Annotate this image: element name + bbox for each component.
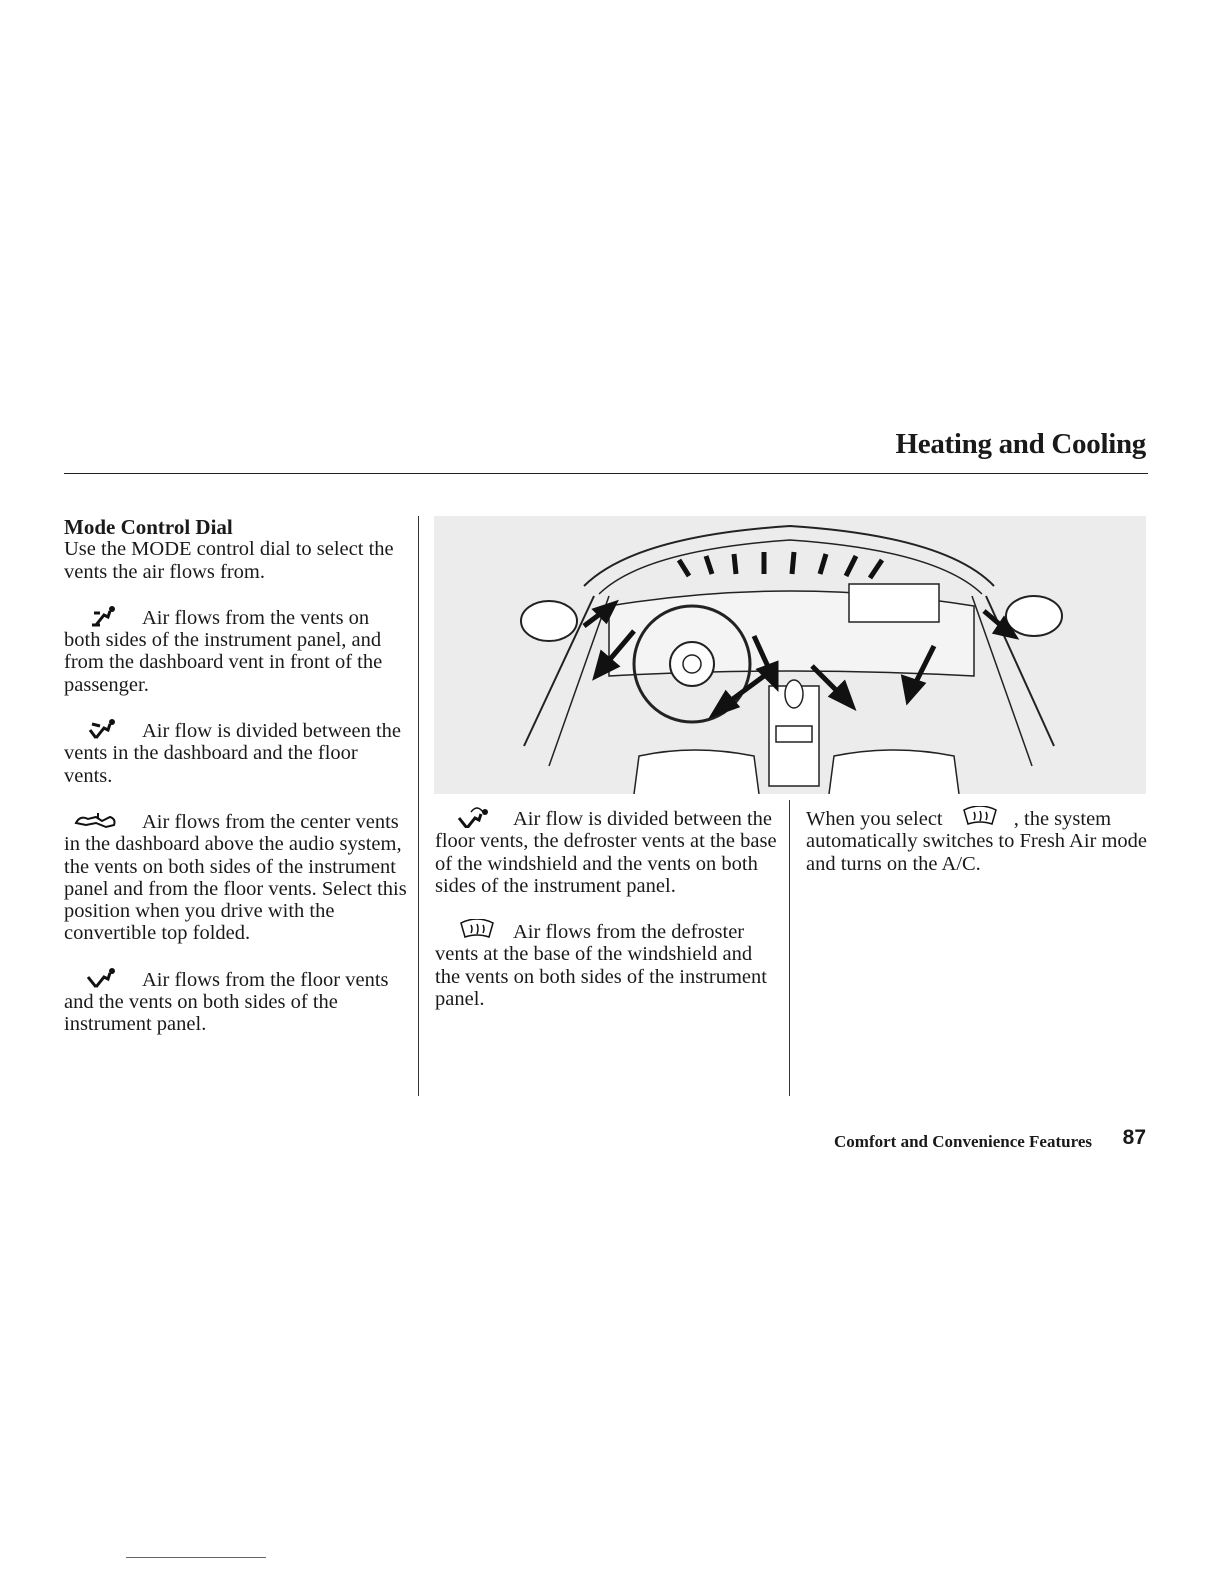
intro-text: Use the MODE control dial to select the vents the air flows from.	[64, 538, 394, 583]
bottom-rule	[126, 1557, 266, 1558]
note-text-after: , the system automatically switches to Fresh Air mode and turns on the A/C.	[806, 808, 1148, 875]
mode-item-text: Air flow is divided between the floor vents, the defroster vents at the base of the windshield and the vents on both sides of the instrument panel.	[435, 808, 777, 897]
mode-item-text: Air flows from the floor vents and the vents on both sides of the instrument panel.	[64, 968, 389, 1036]
page-number: 87	[1122, 1126, 1146, 1149]
mode-item-text: Air flows from the center vents in the dashboard above the audio system, the vents on both sides of the instrument panel and from the floor vents. Select this position when you drive with the convertible top folded.	[64, 810, 407, 945]
mode-item-text: Air flows from the defroster vents at the base of the windshield and the vents on both sides of the instrument panel.	[435, 921, 767, 1011]
defrost-note	[806, 806, 1151, 875]
mode-item-floor	[64, 967, 409, 1036]
vent-face-icon	[70, 605, 128, 627]
car-interior-illustration	[434, 516, 1146, 794]
mode-item-floor-defrost	[435, 806, 780, 897]
vent-center-floor-icon	[70, 809, 128, 831]
mode-item-face	[64, 605, 409, 696]
vent-bilevel-icon	[70, 718, 128, 740]
mode-column-2	[435, 806, 780, 1032]
vent-floor-defrost-icon	[441, 806, 499, 828]
section-heading: Mode Control Dial	[64, 515, 233, 539]
column-divider	[418, 516, 419, 1096]
mode-item-text: Air flows from the vents on both sides of the instrument panel, and from the dashboard vent in front of the passenger.	[64, 606, 383, 696]
mode-control-column	[64, 516, 409, 1058]
header-rule	[64, 473, 1148, 474]
mode-item-center-floor	[64, 809, 409, 945]
mode-item-defrost	[435, 919, 780, 1010]
column-divider	[789, 800, 790, 1096]
note-text-before: When you select	[806, 808, 943, 830]
defrost-icon	[441, 919, 499, 941]
mode-column-3	[806, 806, 1151, 897]
vent-floor-icon	[70, 967, 128, 989]
page-title: Heating and Cooling	[895, 428, 1146, 460]
footer-section-title: Comfort and Convenience Features	[834, 1132, 1092, 1151]
mode-control-intro	[64, 516, 409, 583]
mode-item-bilevel	[64, 718, 409, 787]
defrost-icon	[952, 806, 1010, 828]
mode-item-text: Air flow is divided between the vents in the dashboard and the floor vents.	[64, 720, 402, 787]
